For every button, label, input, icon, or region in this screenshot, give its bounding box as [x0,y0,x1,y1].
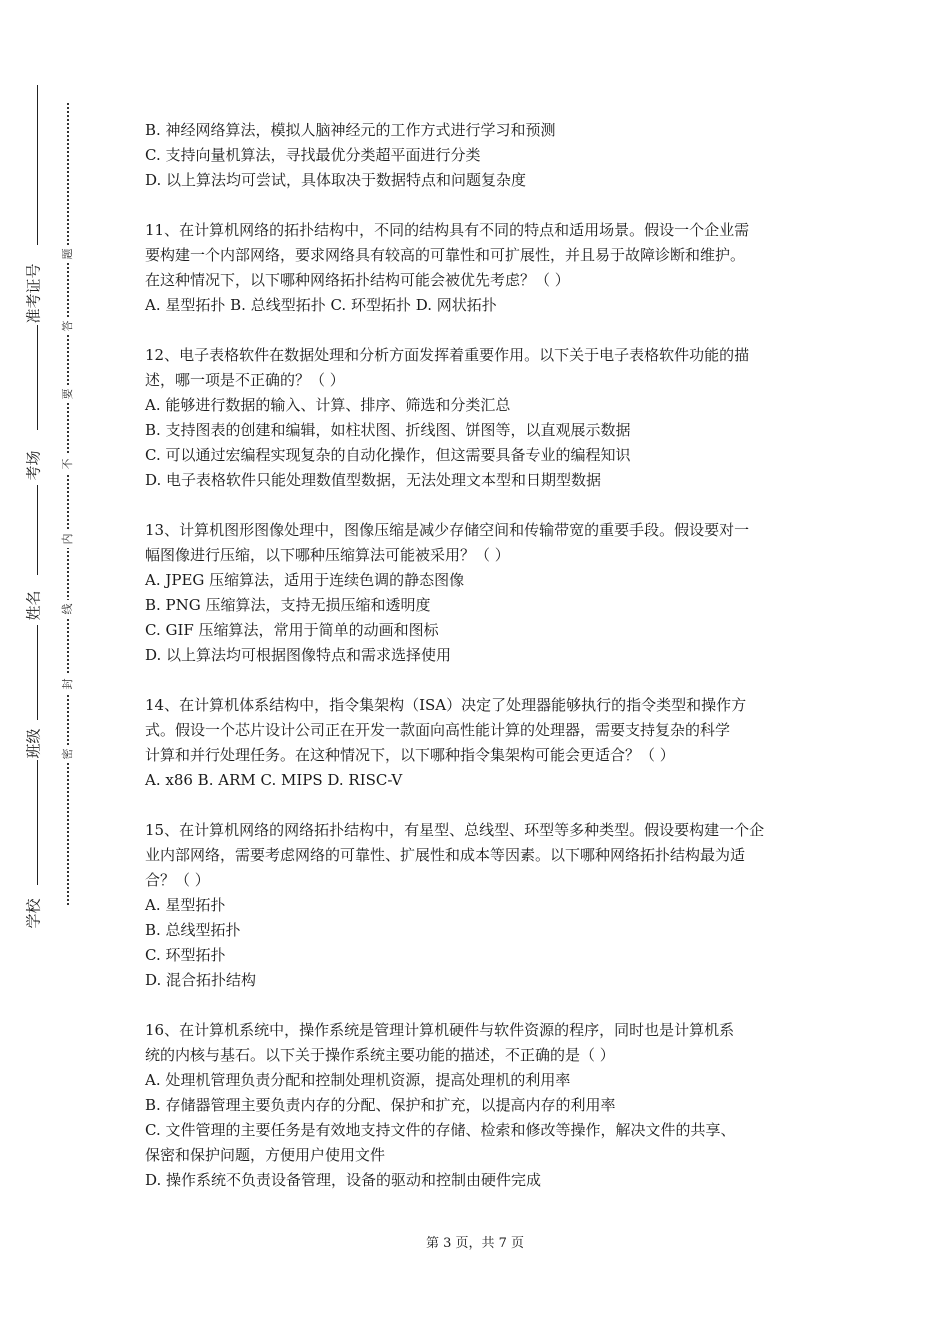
option: D. 混合拓扑结构 [145,971,257,989]
margin-rule [37,625,38,720]
question-line: 11、在计算机网络的拓扑结构中，不同的结构具有不同的特点和适用场景。假设一个企业需 [145,221,750,239]
question-12 [145,343,810,493]
page-number: 第 3 页，共 7 页 [425,1236,525,1251]
option: C. 可以通过宏编程实现复杂的自动化操作，但这需要具备专业的编程知识 [145,446,631,464]
option: C. 支持向量机算法，寻找最优分类超平面进行分类 [145,146,481,164]
margin-rule [37,85,38,245]
question-line: 述，哪一项是不正确的？（ ） [145,371,345,389]
margin-label-name: 姓名 [24,590,43,621]
margin-label-school: 学校 [24,898,43,929]
question-13 [145,518,810,668]
exam-content [145,118,810,1218]
option: A. 星型拓扑 [145,896,226,914]
option: B. 存储器管理主要负责内存的分配、保护和扩充，以提高内存的利用率 [145,1096,616,1114]
option: D. 操作系统不负责设备管理，设备的驱动和控制由硬件完成 [145,1171,542,1189]
option: D. 以上算法均可尝试，具体取决于数据特点和问题复杂度 [145,171,527,189]
option: B. 神经网络算法，模拟人脑神经元的工作方式进行学习和预测 [145,121,556,139]
option: D. 以上算法均可根据图像特点和需求选择使用 [145,646,452,664]
seal-char: 内 [59,530,77,548]
question-line: 式。假设一个芯片设计公司正在开发一款面向高性能计算的处理器，需要支持复杂的科学 [145,721,731,739]
question-line: 合？（ ） [145,871,210,889]
margin-label-exam-id: 准考证号 [24,263,43,324]
margin-label-exam-room: 考场 [24,450,43,481]
seal-char: 要 [59,385,77,403]
question-line: 在这种情况下，以下哪种网络拓扑结构可能会被优先考虑？（ ） [145,271,570,289]
question-line: 计算和并行处理任务。在这种情况下，以下哪种指令集架构可能会更适合？（ ） [145,746,675,764]
seal-line [67,103,69,905]
option: A. 星型拓扑 B. 总线型拓扑 C. 环型拓扑 D. 网状拓扑 [145,296,497,314]
question-16 [145,1018,810,1193]
question-line: 要构建一个内部网络，要求网络具有较高的可靠性和可扩展性，并且易于故障诊断和维护。 [145,246,746,264]
option: A. JPEG 压缩算法，适用于连续色调的静态图像 [145,571,465,589]
option: 保密和保护问题，方便用户使用文件 [145,1146,386,1164]
previous-question-options [145,118,810,193]
question-line: 16、在计算机系统中，操作系统是管理计算机硬件与软件资源的程序，同时也是计算机系 [145,1021,735,1039]
question-line: 12、电子表格软件在数据处理和分析方面发挥着重要作用。以下关于电子表格软件功能的描 [145,346,750,364]
question-14 [145,693,810,793]
question-15 [145,818,810,993]
question-line: 统的内核与基石。以下关于操作系统主要功能的描述，不正确的是（ ） [145,1046,615,1064]
option: C. 文件管理的主要任务是有效地支持文件的存储、检索和修改等操作，解决文件的共享、 [145,1121,736,1139]
question-line: 幅图像进行压缩，以下哪种压缩算法可能被采用？（ ） [145,546,510,564]
option: A. 能够进行数据的输入、计算、排序、筛选和分类汇总 [145,396,511,414]
question-line: 13、计算机图形图像处理中，图像压缩是减少存储空间和传输带宽的重要手段。假设要对一 [145,521,750,539]
question-line: 14、在计算机体系结构中，指令集架构（ISA）决定了处理器能够执行的指令类型和操作方 [145,696,747,714]
seal-char: 题 [59,245,77,263]
option: B. 支持图表的创建和编辑，如柱状图、折线图、饼图等，以直观展示数据 [145,421,631,439]
seal-char: 封 [59,675,77,693]
option: A. x86 B. ARM C. MIPS D. RISC-V [145,771,403,789]
seal-char: 密 [59,745,77,763]
question-line: 15、在计算机网络的网络拓扑结构中，有星型、总线型、环型等多种类型。假设要构建一个企 [145,821,765,839]
seal-char: 不 [59,455,77,473]
option: B. 总线型拓扑 [145,921,241,939]
option: B. PNG 压缩算法，支持无损压缩和透明度 [145,596,431,614]
margin-rule [37,760,38,885]
option: A. 处理机管理负责分配和控制处理机资源，提高处理机的利用率 [145,1071,571,1089]
margin-rule [37,325,38,430]
option: C. GIF 压缩算法，常用于简单的动画和图标 [145,621,439,639]
question-line: 业内部网络，需要考虑网络的可靠性、扩展性和成本等因素。以下哪种网络拓扑结构最为适 [145,846,746,864]
seal-char: 答 [59,317,77,335]
option: C. 环型拓扑 [145,946,226,964]
question-11 [145,218,810,318]
option: D. 电子表格软件只能处理数值型数据，无法处理文本型和日期型数据 [145,471,602,489]
margin-rule [37,485,38,575]
seal-char: 线 [59,600,77,618]
margin-label-class: 班级 [24,728,43,759]
